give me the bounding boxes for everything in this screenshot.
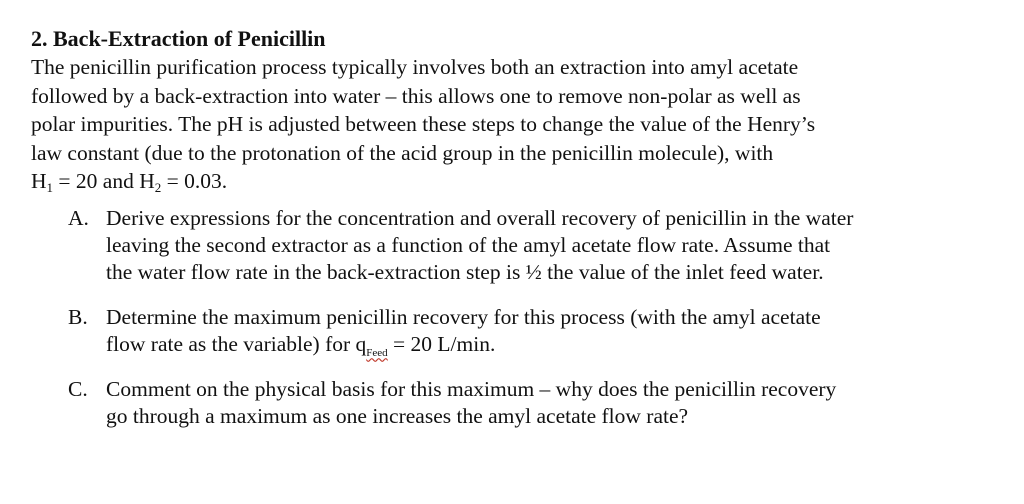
question-letter: B. <box>68 304 88 329</box>
intro-line: law constant (due to the protonation of the acid group in the penicillin molecule), with <box>31 140 774 165</box>
question-list <box>31 205 991 430</box>
question-b <box>31 304 991 358</box>
question-text: = 20 L/min. <box>387 331 496 356</box>
intro-line: The penicillin purification process typically involves both an extraction into amyl acetate <box>31 55 799 79</box>
question-letter: A. <box>68 205 89 230</box>
question-line: Derive expressions for the concentration and overall recovery of penicillin in the water <box>106 205 854 230</box>
h1-value: = 20 and <box>53 169 140 193</box>
q-feed-symbol: q <box>355 331 367 356</box>
constants-line <box>31 167 991 196</box>
h1-subscript: 1 <box>46 180 54 195</box>
question-letter: C. <box>68 376 88 401</box>
document-page <box>31 24 991 448</box>
intro-line: followed by a back-extraction into water – this allows one to remove non-polar as well as <box>31 83 801 108</box>
h2-value: = 0.03. <box>161 169 228 193</box>
question-line: Comment on the physical basis for this maximum – why does the penicillin recovery <box>106 376 837 401</box>
problem-heading: 2. Back-Extraction of Penicillin <box>31 26 326 51</box>
question-text: flow rate as the variable) for <box>106 331 356 356</box>
question-a <box>31 205 991 286</box>
question-line: leaving the second extractor as a function of the amyl acetate flow rate. Assume that <box>106 232 831 257</box>
h1-symbol: H <box>31 169 47 193</box>
problem-intro <box>31 53 991 196</box>
intro-line: polar impurities. The pH is adjusted between these steps to change the value of the Henry’s <box>31 112 816 136</box>
question-line: Determine the maximum penicillin recovery for this process (with the amyl acetate <box>106 304 821 329</box>
question-line: the water flow rate in the back-extraction step is ½ the value of the inlet feed water. <box>106 259 824 284</box>
h2-symbol: H <box>139 169 155 193</box>
q-feed-subscript: Feed <box>366 346 388 359</box>
question-line <box>106 331 991 358</box>
question-line: go through a maximum as one increases the amyl acetate flow rate? <box>106 403 689 428</box>
question-c <box>31 376 991 430</box>
h2-subscript: 2 <box>154 180 162 195</box>
